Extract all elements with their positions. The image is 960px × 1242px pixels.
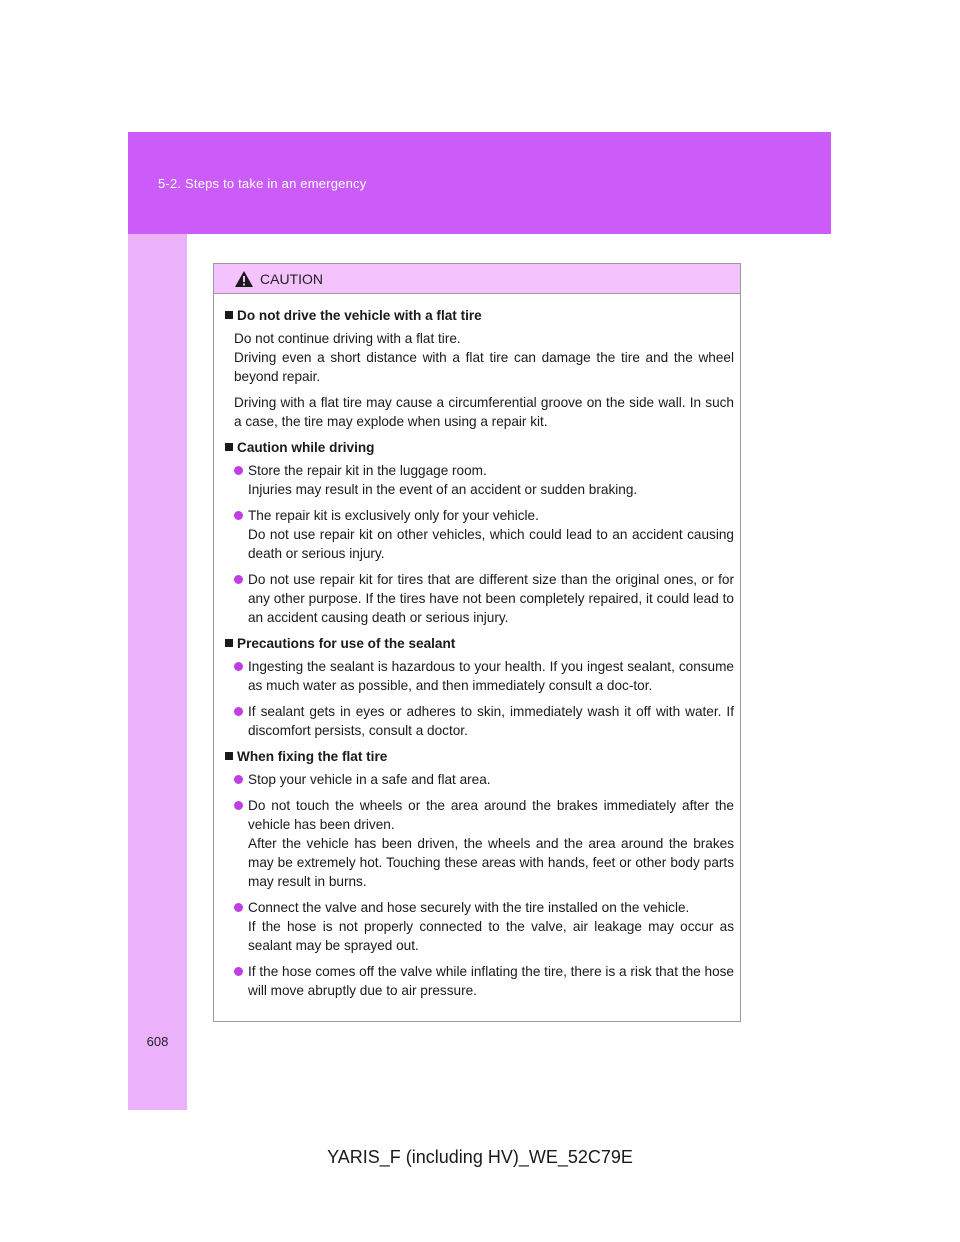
caution-title: CAUTION: [260, 271, 323, 287]
list-item: Ingesting the sealant is hazardous to your health. If you ingest sealant, consume as much water as possible, and then immediately consult a doc-tor.: [234, 657, 734, 695]
list-item: If sealant gets in eyes or adheres to skin, immediately wash it off with water. If discomfort persists, consult a doctor.: [234, 702, 734, 740]
section-caution-driving: [225, 438, 734, 627]
list-item: Do not touch the wheels or the area around the brakes immediately after the vehicle has been driven. After the vehicle has been driven, the wheels and the area around the brakes may be extremely hot. Touching these areas with hands, feet or other body parts may result in burns.: [234, 796, 734, 891]
section-fixing: [225, 747, 734, 1000]
paragraph: Do not continue driving with a flat tire. Driving even a short distance with a flat tire can damage the tire and the wheel beyond repair.: [234, 331, 734, 384]
list-item: Store the repair kit in the luggage room. Injuries may result in the event of an accident or sudden braking.: [234, 461, 734, 499]
paragraph: Driving with a flat tire may cause a circumferential groove on the side wall. In such a case, the tire may explode when using a repair kit.: [234, 395, 734, 429]
side-strip: [128, 234, 187, 1110]
list-item: Connect the valve and hose securely with the tire installed on the vehicle. If the hose is not properly connected to the valve, air leakage may occur as sealant may be sprayed out.: [234, 898, 734, 955]
caution-header: [214, 264, 740, 294]
section-sealant: [225, 634, 734, 740]
warning-triangle-icon: [234, 270, 254, 288]
section-flat-tire: [225, 306, 734, 431]
section-heading: When fixing the flat tire: [225, 747, 734, 766]
list-item: If the hose comes off the valve while inflating the tire, there is a risk that the hose will move abruptly due to air pressure.: [234, 962, 734, 1000]
caution-body: [214, 306, 740, 1021]
caution-box: [213, 263, 741, 1022]
list-item: Do not use repair kit for tires that are different size than the original ones, or for any other purpose. If the tires have not been completely repaired, it could lead to an accident causing death or serious injury.: [234, 570, 734, 627]
page-number: 608: [146, 1034, 169, 1049]
section-heading: Do not drive the vehicle with a flat tire: [225, 306, 734, 325]
section-header: 5-2. Steps to take in an emergency: [158, 176, 367, 191]
document-code: YARIS_F (including HV)_WE_52C79E: [327, 1147, 633, 1167]
section-heading: Caution while driving: [225, 438, 734, 457]
list-item: Stop your vehicle in a safe and flat area.: [234, 770, 734, 789]
section-heading: Precautions for use of the sealant: [225, 634, 734, 653]
list-item: The repair kit is exclusively only for your vehicle. Do not use repair kit on other vehicles, which could lead to an accident causing death or serious injury.: [234, 506, 734, 563]
